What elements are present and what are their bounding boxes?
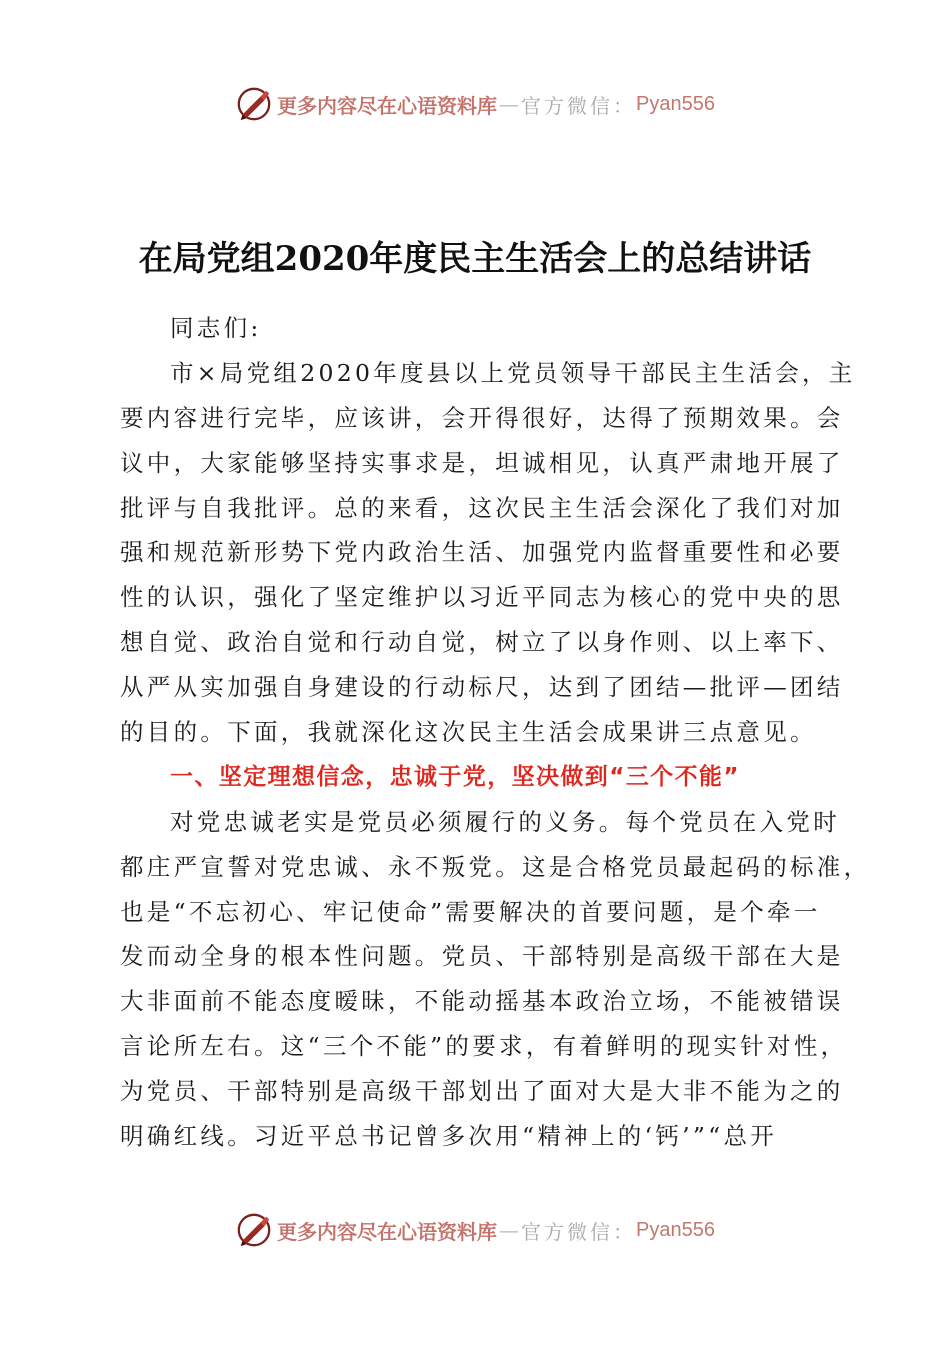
body-line: 对党忠诚老实是党员必须履行的义务。每个党员在入党时 (170, 807, 840, 836)
banner-separator: — (499, 92, 520, 116)
footer-banner (0, 1208, 950, 1252)
body-line: 明确红线。习近平总书记曾多次用“精神上的‘钙’”“总开 (120, 1122, 778, 1151)
pen-logo-icon (235, 85, 273, 123)
body-line: 批评与自我批评。总的来看，这次民主生活会深化了我们对加 (120, 493, 844, 522)
body-line: 都庄严宣誓对党忠诚、永不叛党。这是合格党员最起码的标准， (120, 852, 871, 881)
body-line: 从严从实加强自身建设的行动标尺，达到了团结—批评—团结 (120, 673, 844, 702)
document-title: 在局党组2020年度民主生活会上的总结讲话 (138, 239, 812, 279)
body-line: 大非面前不能态度暧昧，不能动摇基本政治立场，不能被错误 (120, 987, 844, 1016)
banner-label: 官方微信： (521, 93, 637, 118)
body-line: 言论所左右。这“三个不能”的要求，有着鲜明的现实针对性， (120, 1032, 848, 1061)
header-banner (0, 82, 950, 126)
pen-logo-icon (235, 1211, 273, 1249)
body-line: 发而动全身的根本性问题。党员、干部特别是高级干部在大是 (120, 942, 844, 971)
banner-brand: 更多内容尽在心语资料库 (277, 1219, 498, 1244)
body-line: 想自觉、政治自觉和行动自觉，树立了以身作则、以上率下、 (120, 628, 844, 657)
body-line: 要内容进行完毕，应该讲，会开得很好，达得了预期效果。会 (120, 403, 844, 432)
section-heading: 一、坚定理想信念，忠诚于党，坚决做到“三个不能” (170, 763, 740, 790)
document-body (120, 306, 871, 1159)
body-line: 为党员、干部特别是高级干部划出了面对大是大非不能为之的 (120, 1077, 844, 1106)
banner-brand: 更多内容尽在心语资料库 (277, 93, 498, 118)
body-line: 性的认识，强化了坚定维护以习近平同志为核心的党中央的思 (120, 583, 844, 612)
body-line: 议中，大家能够坚持实事求是，坦诚相见，认真严肃地开展了 (120, 448, 844, 477)
body-line: 强和规范新形势下党内政治生活、加强党内监督重要性和必要 (120, 538, 844, 567)
body-line: 的目的。下面，我就深化这次民主生活会成果讲三点意见。 (120, 718, 817, 747)
banner-separator: — (499, 1218, 520, 1242)
body-line: 也是“不忘初心、牢记使命”需要解决的首要问题，是个牵一 (120, 897, 821, 926)
banner-label: 官方微信： (521, 1219, 637, 1244)
banner-wechat-id: Pyan556 (636, 92, 715, 115)
banner-wechat-id: Pyan556 (636, 1218, 715, 1241)
body-line: 市×局党组2020年度县以上党员领导干部民主生活会，主 (170, 358, 856, 387)
body-line: 同志们: (170, 314, 262, 342)
